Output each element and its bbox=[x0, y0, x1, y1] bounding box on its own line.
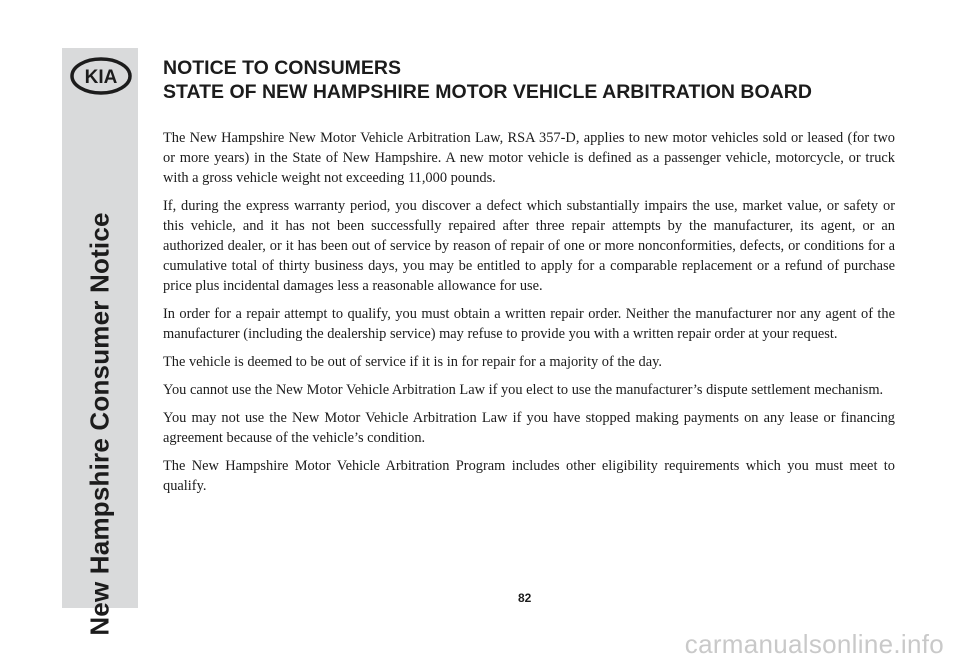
page-heading bbox=[163, 56, 903, 104]
paragraph: The vehicle is deemed to be out of service if it is in for repair for a majority of the day. bbox=[163, 354, 662, 370]
heading-line-2: STATE OF NEW HAMPSHIRE MOTOR VEHICLE ARBITRATION BOARD bbox=[163, 81, 812, 103]
svg-text:KIA: KIA bbox=[84, 67, 118, 88]
kia-logo bbox=[70, 56, 132, 96]
paragraph: The New Hampshire New Motor Vehicle Arbitration Law, RSA 357-D, applies to new motor vehicles sold or leased (for two or more years) in the State of New Hampshire. A new motor vehicle is defined as a passenger vehicle, motorcycle, or truck with a gross vehicle weight not exceeding 11,000 pounds. bbox=[163, 130, 895, 186]
paragraph: In order for a repair attempt to qualify, you must obtain a written repair order. Neither the manufacturer nor any agent of the manufacturer (including the dealership service) may refuse to provide you with a written repair order at your request. bbox=[163, 306, 895, 342]
paragraph: You cannot use the New Motor Vehicle Arbitration Law if you elect to use the manufacturer’s dispute settlement mechanism. bbox=[163, 382, 884, 398]
notice-body bbox=[163, 128, 895, 504]
sidebar bbox=[62, 48, 138, 636]
paragraph: If, during the express warranty period, you discover a defect which substantially impairs the use, market value, or safety or this vehicle, and it has not been successfully repaired after three repair attempts by the manufacturer, its agent, or an authorized dealer, or it has been out of service by reason of repair of one or more nonconformities, defects, or conditions for a cumulative total of thirty business days, you may be entitled to apply for a comparable replacement or a refund of purchase price plus incidental damages less a reasonable allowance for use. bbox=[163, 198, 895, 294]
heading-line-1: NOTICE TO CONSUMERS bbox=[163, 57, 401, 79]
page-number: 82 bbox=[518, 591, 532, 605]
sidebar-title: New Hampshire Consumer Notice bbox=[84, 212, 115, 636]
paragraph: The New Hampshire Motor Vehicle Arbitration Program includes other eligibility requirements which you must meet to qualify. bbox=[163, 458, 895, 494]
paragraph: You may not use the New Motor Vehicle Arbitration Law if you have stopped making payments on any lease or financing agreement because of the vehicle’s condition. bbox=[163, 410, 895, 446]
watermark: carmanualsonline.info bbox=[684, 629, 944, 659]
